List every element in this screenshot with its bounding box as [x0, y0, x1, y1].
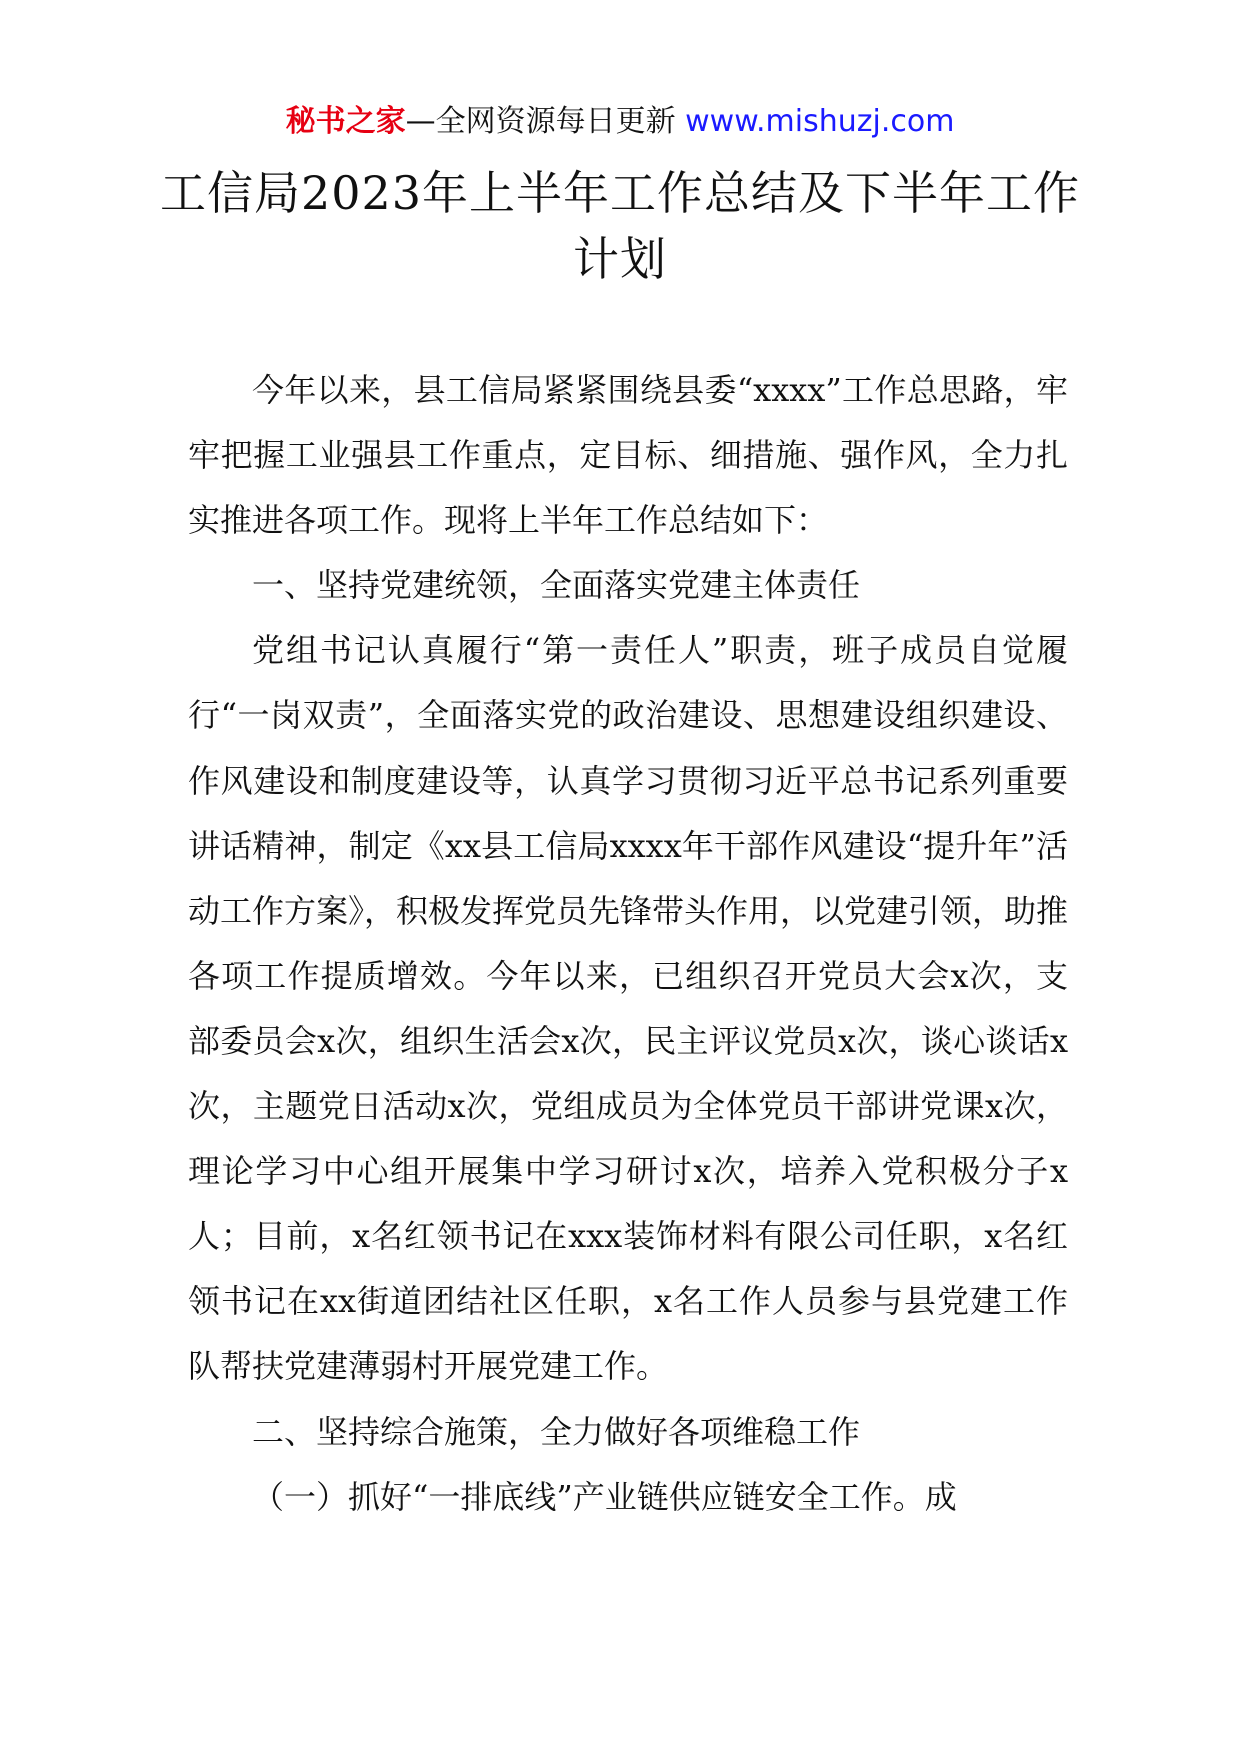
section-1-paragraph: 党组书记认真履行“第一责任人”职责，班子成员自觉履行“一岗双责”，全面落实党的政治建设、思想建设组织建设、作风建设和制度建设等，认真学习贯彻习近平总书记系列重要讲话精神，制定《xx县工信局xxxx年干部作风建设“提升年”活动工作方案》，积极发挥党员先锋带头作用，以党建引领，助推各项工作提质增效。今年以来，已组织召开党员大会x次，支部委员会x次，组织生活会x次，民主评议党员x次，谈心谈话x次，主题党日活动x次，党组成员为全体党员干部讲党课x次，理论学习中心组开展集中学习研讨x次，培养入党积极分子x人；目前，x名红领书记在xxx装饰材料有限公司任职，x名红领书记在xx街道团结社区任职，x名工作人员参与县党建工作队帮扶党建薄弱村开展党建工作。 — [188, 631, 1069, 1386]
document-body — [188, 358, 1068, 1530]
site-banner — [0, 100, 1240, 144]
subsection-paragraph: （一）抓好“一排底线”产业链供应链安全工作。成 — [252, 1477, 957, 1516]
section-heading-2: 二、坚持综合施策，全力做好各项维稳工作 — [252, 1412, 861, 1451]
section-heading-1: 一、坚持党建统领，全面落实党建主体责任 — [252, 566, 861, 605]
site-url-link[interactable]: www.mishuzj.com — [685, 104, 955, 139]
site-brand: 秘书之家 — [285, 104, 406, 139]
intro-paragraph: 今年以来，县工信局紧紧围绕县委“xxxx”工作总思路，牢牢把握工业强县工作重点，定目标、细措施、强作风，全力扎实推进各项工作。现将上半年工作总结如下： — [188, 371, 1068, 540]
site-slogan: —全网资源每日更新 — [405, 104, 676, 139]
document-title: 工信局2023年上半年工作总结及下半年工作计划 — [159, 166, 1081, 286]
